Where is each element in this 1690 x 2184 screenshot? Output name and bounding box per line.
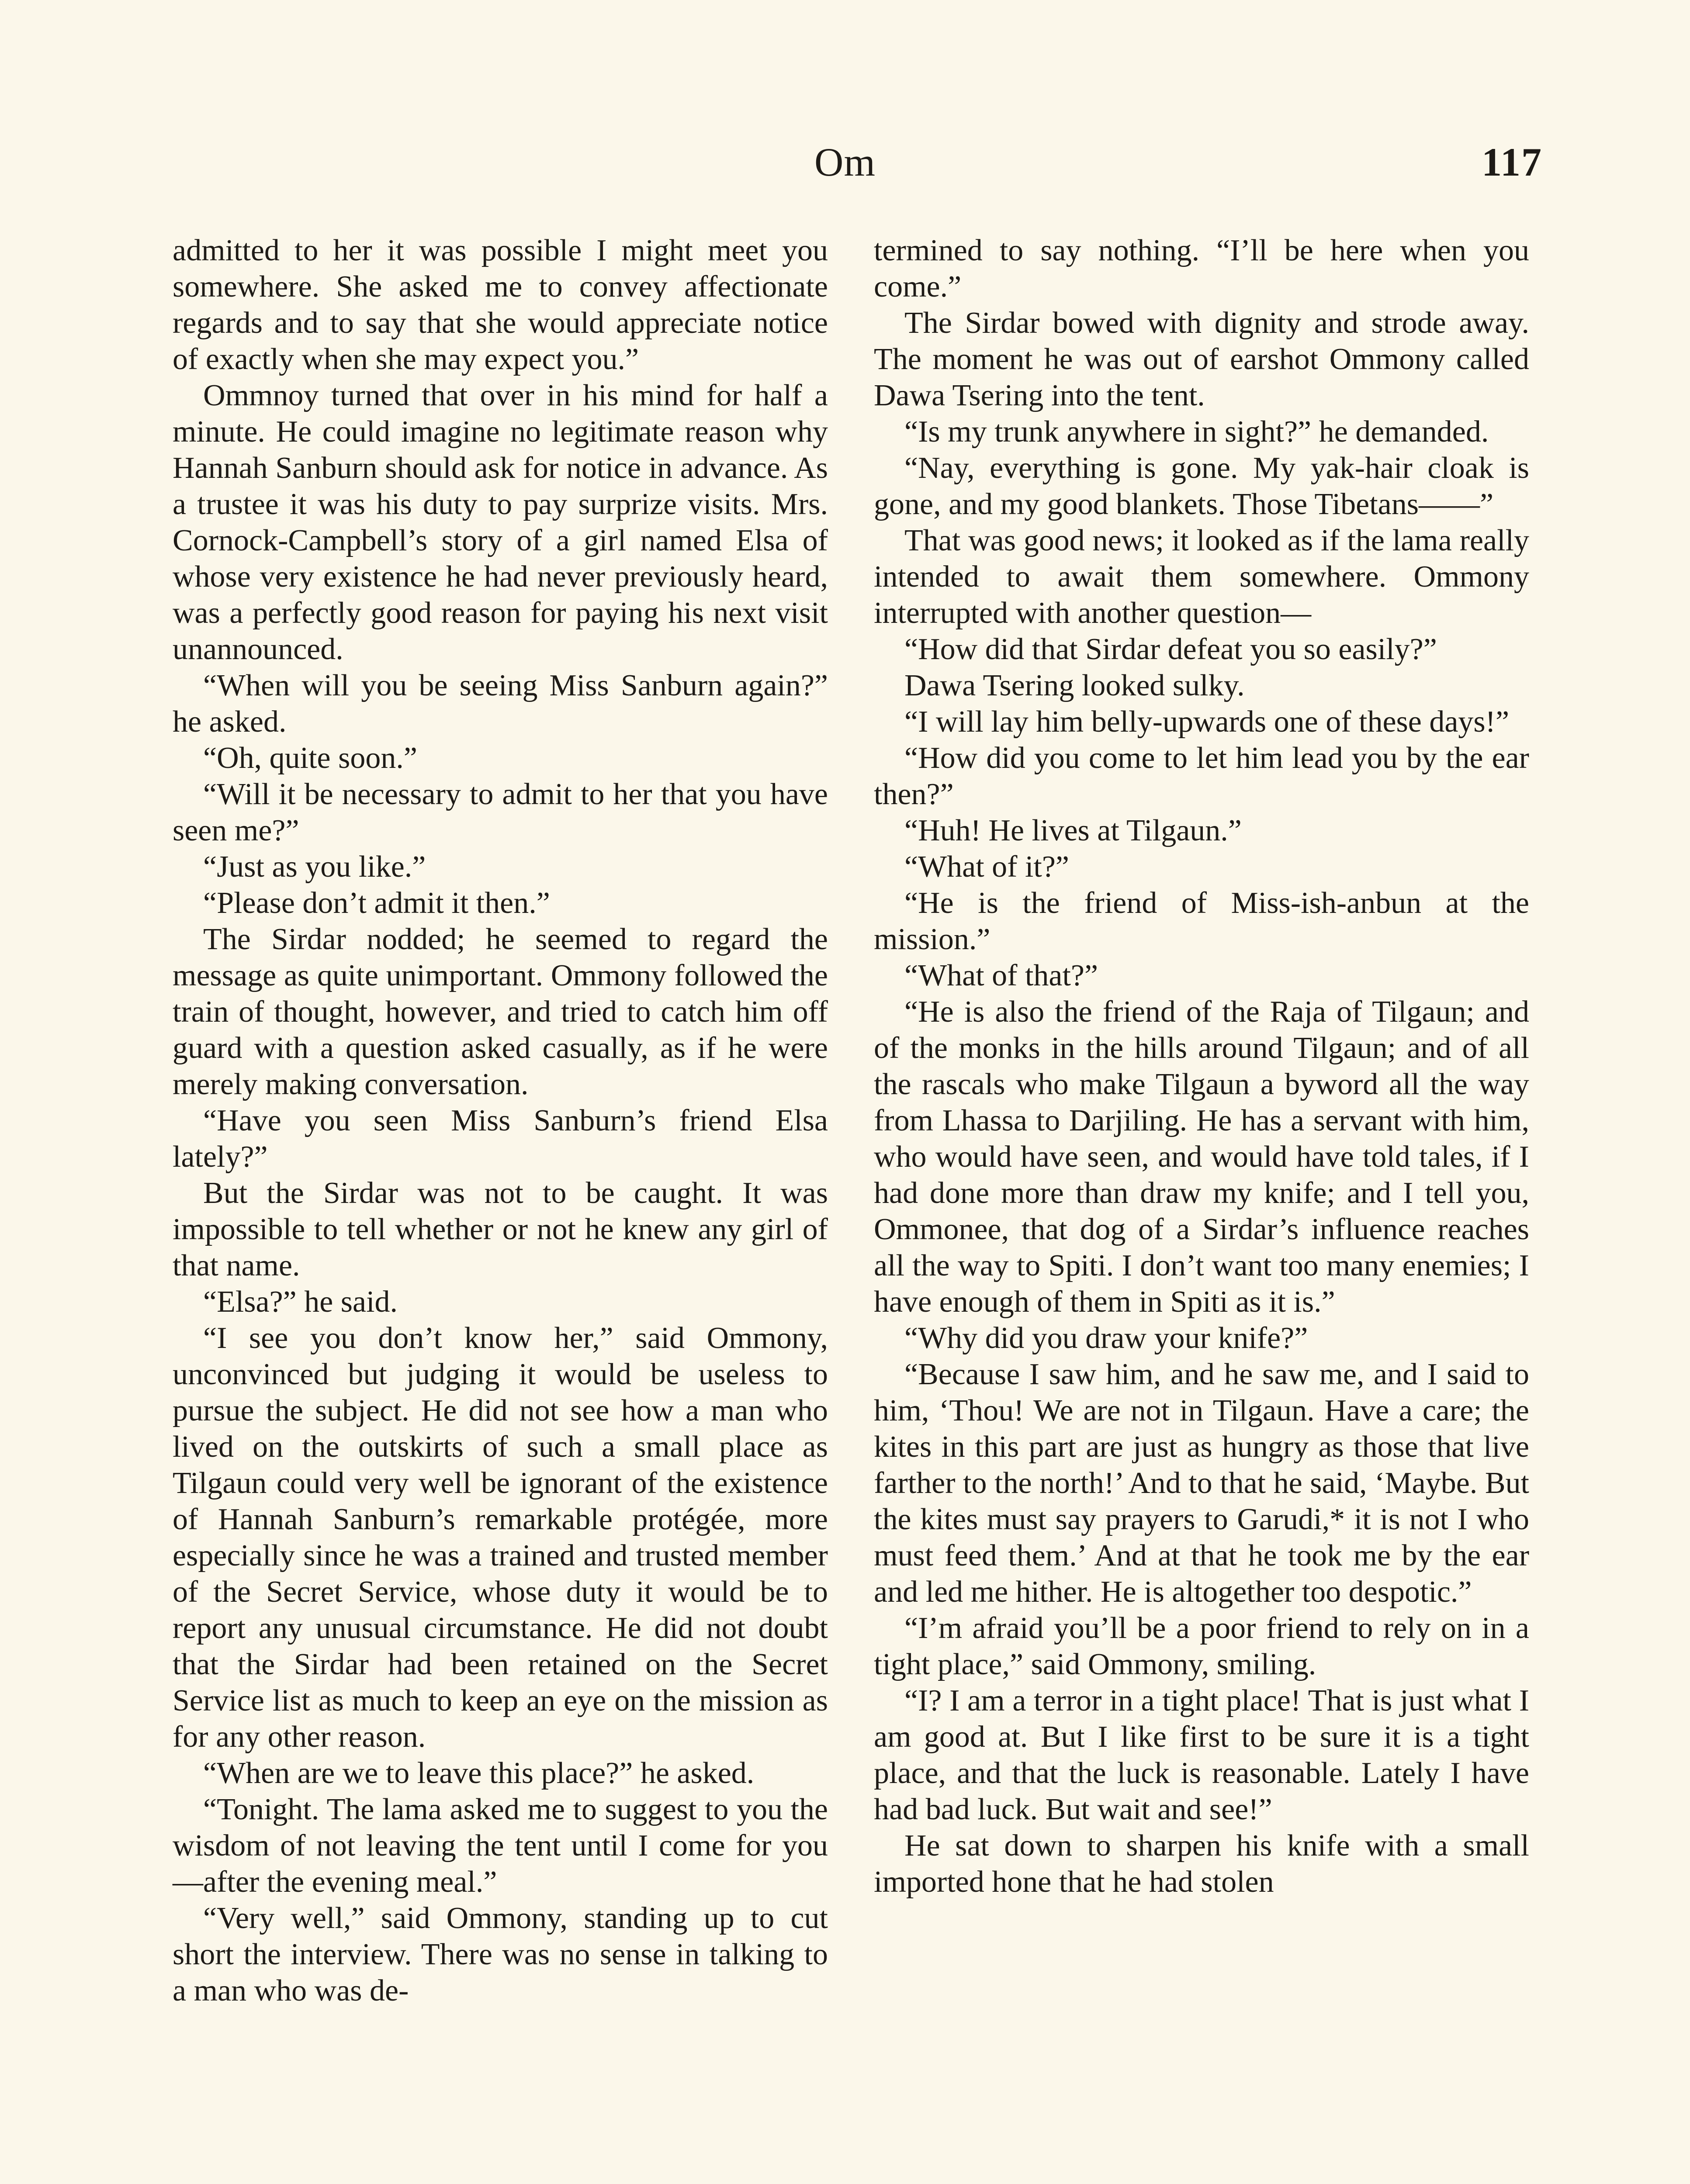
paragraph: “Elsa?” he said.: [203, 1285, 398, 1319]
paragraph: “I will lay him belly-upwards one of these days!”: [904, 705, 1510, 739]
paragraph: “Have you seen Miss Sanburn’s friend Elsa lately?”: [173, 1104, 828, 1174]
paragraph: “When will you be seeing Miss Sanburn again?” he asked.: [173, 669, 828, 739]
paragraph: “Very well,” said Ommony, standing up to cut short the interview. There was no sense in talking to a man who was de-: [173, 1901, 828, 2008]
paragraph: “Just as you like.”: [203, 850, 426, 884]
paragraph: “Tonight. The lama asked me to suggest to you the wisdom of not leaving the tent until I come for you—after the evening meal.”: [173, 1793, 828, 1899]
paragraph: “Is my trunk anywhere in sight?” he demanded.: [904, 415, 1489, 449]
paragraph: “I’m afraid you’ll be a poor friend to rely on in a tight place,” said Ommony, smiling.: [874, 1611, 1529, 1681]
page-number: 117: [1482, 140, 1542, 184]
paragraph: “How did that Sirdar defeat you so easily?”: [904, 632, 1437, 666]
paragraph: The Sirdar bowed with dignity and strode away. The moment he was out of earshot Ommony called Dawa Tsering into the tent.: [874, 306, 1529, 412]
paragraph: “When are we to leave this place?” he asked.: [203, 1756, 755, 1790]
paragraph: “Nay, everything is gone. My yak-hair cloak is gone, and my good blankets. Those Tibetans——”: [874, 451, 1529, 521]
paragraph: He sat down to sharpen his knife with a small imported hone that he had stolen: [874, 1829, 1529, 1899]
paragraph: “Please don’t admit it then.”: [203, 886, 550, 920]
paragraph: “He is the friend of Miss-ish-anbun at the mission.”: [874, 886, 1529, 956]
paragraph: That was good news; it looked as if the lama really intended to await them somewhere. Ommony interrupted with another question—: [874, 524, 1529, 630]
paragraph: But the Sirdar was not to be caught. It was impossible to tell whether or not he knew any girl of that name.: [173, 1176, 828, 1282]
running-title: Om: [814, 140, 876, 184]
paragraph: “Huh! He lives at Tilgaun.”: [904, 814, 1242, 847]
paragraph: “I? I am a terror in a tight place! That is just what I am good at. But I like first to be sure it is a tight place, and that the luck is reasonable. Lately I have had bad luck. But wait and see!”: [874, 1684, 1529, 1826]
paragraph: “Will it be necessary to admit to her that you have seen me?”: [173, 778, 828, 847]
right-column: [874, 232, 1529, 1900]
paragraph: “I see you don’t know her,” said Ommony, unconvinced but judging it would be useless to pursue the subject. He did not see how a man who lived on the outskirts of such a small place as Tilgaun could very well be ignorant of the existence of Hannah Sanburn’s remarkable protégée, more especially since he was a trained and trusted member of the Secret Service, whose duty it would be to report any unusual circumstance. He did not doubt that the Sirdar had been retained on the Secret Service list as much to keep an eye on the mission as for any other reason.: [173, 1321, 828, 1754]
paragraph: “Why did you draw your knife?”: [904, 1321, 1308, 1355]
paragraph: The Sirdar nodded; he seemed to regard the message as quite unimportant. Ommony followed the train of thought, however, and tried to catch him off guard with a question asked casually, as if he were merely making conversation.: [173, 923, 828, 1101]
paragraph: “How did you come to let him lead you by the ear then?”: [874, 741, 1529, 811]
paragraph: “What of it?”: [904, 850, 1070, 884]
paragraph: “He is also the friend of the Raja of Tilgaun; and of the monks in the hills around Tilgaun; and of all the rascals who make Tilgaun a byword all the way from Lhassa to Darjiling. He has a servant with him, who would have seen, and would have told tales, if I had done more than draw my knife; and I tell you, Ommonee, that dog of a Sirdar’s influence reaches all the way to Spiti. I don’t want too many enemies; I have enough of them in Spiti as it is.”: [874, 995, 1529, 1319]
paragraph: Dawa Tsering looked sulky.: [904, 669, 1245, 702]
paragraph: “What of that?”: [904, 959, 1098, 992]
paragraph: Ommnoy turned that over in his mind for half a minute. He could imagine no legitimate reason why Hannah Sanburn should ask for notice in advance. As a trustee it was his duty to pay surprize visits. Mrs. Cornock-Campbell’s story of a girl named Elsa of whose very existence he had never previously heard, was a perfectly good reason for paying his next visit unannounced.: [173, 379, 828, 666]
paragraph: “Because I saw him, and he saw me, and I said to him, ‘Thou! We are not in Tilgaun. Have a care; the kites in this part are just as hungry as those that live farther to the north!’ And to that he said, ‘Maybe. But the kites must say prayers to Garudi,* it is not I who must feed them.’ And at that he took me by the ear and led me hither. He is altogether too despotic.”: [874, 1358, 1529, 1609]
paragraph: termined to say nothing. “I’ll be here when you come.”: [874, 234, 1529, 304]
paragraph: “Oh, quite soon.”: [203, 741, 417, 775]
left-column: [173, 232, 828, 2009]
paragraph: admitted to her it was possible I might meet you somewhere. She asked me to convey affectionate regards and to say that she would appreciate notice of exactly when she may expect you.”: [173, 234, 828, 376]
